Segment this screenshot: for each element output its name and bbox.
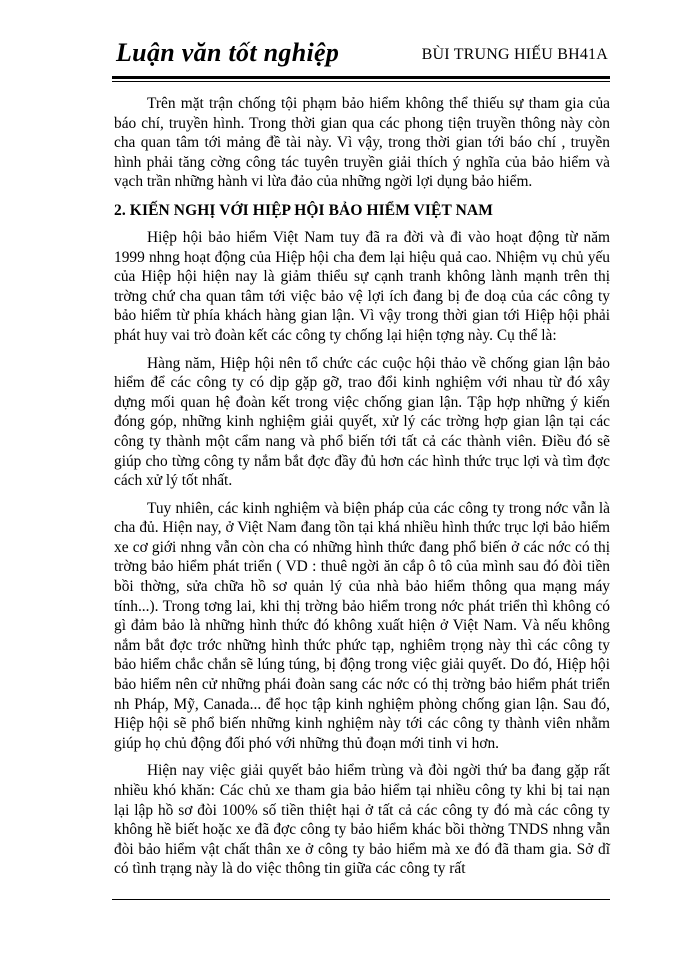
paragraph-annual-seminars: Hàng năm, Hiệp hội nên tổ chức các cuộc hội thảo về chống gian lận bảo hiểm để các công ty có dịp gặp gỡ, trao đổi kinh nghiệm với nhau từ đó xây dựng mối quan hệ đoàn kết trong việc chống gian lận. Tập hợp những ý kiến đóng góp, những kinh nghiệm giải quyết, xử lý các trờng hợp gian lận tại các công ty thành một cẩm nang và phổ biến tới tất cả các thành viên. Điều đó sẽ giúp cho từng công ty nắm bắt đợc đầy đủ hơn các hình thức trục lợi và tìm đợc cách xử lý tốt nhất. [114, 354, 610, 490]
paragraph-association-intro: Hiệp hội bảo hiểm Việt Nam tuy đã ra đời và đi vào hoạt động từ năm 1999 nhng hoạt động của Hiệp hội cha đem lại hiệu quả cao. Nhiệm vụ chủ yếu của Hiệp hội hiện nay là giảm thiểu sự cạnh tranh không lành mạnh trên thị trờng chứ cha quan tâm tới việc bảo vệ lợi ích đang bị đe doạ của các công ty bảo hiểm từ phía khách hàng gian lận. Vì vậy trong thời gian tới Hiệp hội phải phát huy vai trò đoàn kết các công ty chống lại hiện tợng này. Cụ thể là: [114, 228, 610, 344]
header-rule-thin [112, 81, 610, 82]
paragraph-media-role: Trên mặt trận chống tội phạm bảo hiểm không thể thiếu sự tham gia của báo chí, truyền hình. Trong thời gian qua các phong tiện truyền thông này còn cha quan tâm tới mảng đề tài này. Vì vậy, trong thời gian tới báo chí , truyền hình phải tăng cờng công tác tuyên truyền giải thích ý nghĩa của bảo hiểm và vạch trần những hành vi lừa đảo của những ngời lợi dụng bảo hiểm. [114, 95, 610, 191]
author-name: BÙI TRUNG HIẾU BH41A [421, 46, 608, 63]
header-rule-thick [112, 76, 610, 79]
paragraph-foreign-experience: Tuy nhiên, các kinh nghiệm và biện pháp của các công ty trong nớc vẫn là cha đủ. Hiện nay, ở Việt Nam đang tồn tại khá nhiều hình thức trục lợi bảo hiểm xe cơ giới nhng vẫn còn cha có những hình thức đang phổ biến ở các nớc có thị trờng bảo hiểm phát triển ( VD : thuê ngời ăn cắp ô tô của mình sau đó đòi tiền bồi thờng, sửa chữa hồ sơ quản lý của nhà bảo hiểm thông qua mạng máy tính...). Trong tơng lai, khi thị trờng bảo hiểm trong nớc phát triển thì không có gì đảm bảo là những hình thức đó không xuất hiện ở Việt Nam. Và nếu không nắm bắt đợc trớc những hình thức phức tạp, nghiêm trọng này thì các công ty bảo hiểm chắc chắn sẽ lúng túng, bị động trong việc giải quyết. Do đó, Hiệp hội bảo hiểm nên cử những phái đoàn sang các nớc có thị trờng bảo hiểm phát triển nh Pháp, Mỹ, Canada... để học tập kinh nghiệm phòng chống gian lận. Sau đó, Hiệp hội sẽ phổ biến những kinh nghiệm này tới các công ty thành viên nhằm giúp họ chủ động đối phó với những thủ đoạn mới tinh vi hơn. [114, 499, 610, 752]
footer-rule [112, 899, 610, 900]
section-heading: 2. KIẾN NGHỊ VỚI HIỆP HỘI BẢO HIỂM VIỆT NAM [114, 201, 493, 219]
page-header [112, 38, 610, 74]
paragraph-duplicate-insurance: Hiện nay việc giải quyết bảo hiểm trùng và đòi ngời thứ ba đang gặp rất nhiều khó khăn: Các chủ xe tham gia bảo hiểm tại nhiều công ty khi bị tai nạn lại lập hồ sơ đòi 100% số tiền thiệt hại ở tất cả các công ty đó mà các công ty không hề biết hoặc xe đã đợc công ty bảo hiểm khác bồi thờng TNDS nhng vẫn đòi bảo hiểm vật chất thân xe ở công ty bảo hiểm mà xe đó đã tham gia. Sở dĩ có tình trạng này là do việc thông tin giữa các công ty rất [114, 762, 610, 878]
thesis-title: Luận văn tốt nghiệp [116, 38, 340, 67]
page-body [114, 94, 610, 887]
